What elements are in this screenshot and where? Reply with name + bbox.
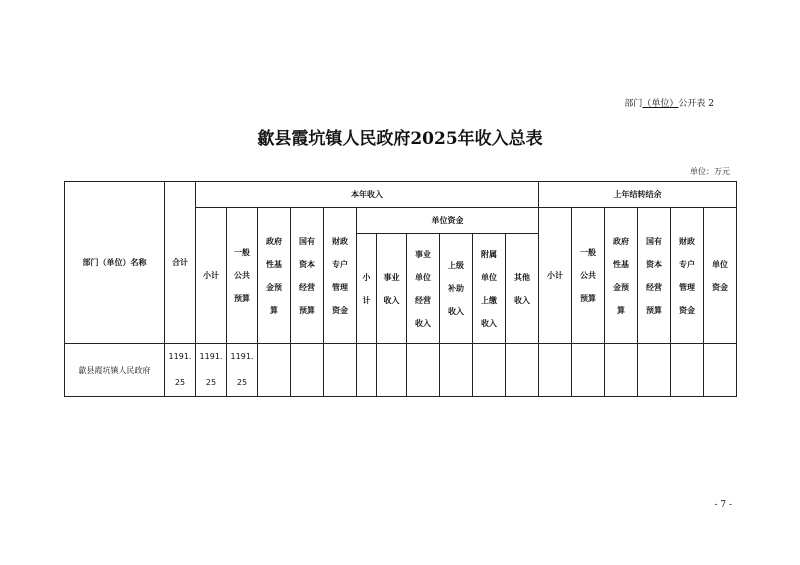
header-current-year: 本年收入 xyxy=(196,182,539,208)
header-uf-affiliated: 附属 单位 上缴 收入 xyxy=(473,234,506,344)
header-carry-subtotal: 小计 xyxy=(539,208,572,344)
document-title: 歙县霞坑镇人民政府2025年收入总表 xyxy=(257,129,543,149)
empty-cell xyxy=(357,344,377,397)
header-carry-unit-funds: 单位 资金 xyxy=(704,208,737,344)
header-carryover: 上年结转结余 xyxy=(539,182,737,208)
row-name: 歙县霞坑镇人民政府 xyxy=(65,344,165,397)
row-total: 1191. 25 xyxy=(165,344,196,397)
header-cur-state-capital: 国有 资本 经营 预算 xyxy=(291,208,324,344)
header-cur-subtotal: 小计 xyxy=(196,208,227,344)
empty-cell xyxy=(440,344,473,397)
row-subtotal: 1191. 25 xyxy=(196,344,227,397)
table-row xyxy=(65,344,737,397)
unit-label: 单位：万元 xyxy=(690,167,730,176)
header-uf-subtotal: 小 计 xyxy=(357,234,377,344)
row-general: 1191. 25 xyxy=(227,344,258,397)
header-cur-general: 一般 公共 预算 xyxy=(227,208,258,344)
empty-cell xyxy=(671,344,704,397)
header-cur-fiscal-special: 财政 专户 管理 资金 xyxy=(324,208,357,344)
empty-cell xyxy=(377,344,407,397)
corner-unit: （单位） xyxy=(642,99,679,109)
header-name: 部门（单位）名称 xyxy=(65,182,165,344)
empty-cell xyxy=(506,344,539,397)
header-cur-govfund: 政府 性基 金预 算 xyxy=(258,208,291,344)
header-total: 合计 xyxy=(165,182,196,344)
header-carry-general: 一般 公共 预算 xyxy=(572,208,605,344)
header-uf-other: 其他 收入 xyxy=(506,234,539,344)
header-carry-fiscal-special: 财政 专户 管理 资金 xyxy=(671,208,704,344)
empty-cell xyxy=(473,344,506,397)
empty-cell xyxy=(638,344,671,397)
header-uf-subsidy: 上级 补助 收入 xyxy=(440,234,473,344)
empty-cell xyxy=(258,344,291,397)
empty-cell xyxy=(324,344,357,397)
empty-cell xyxy=(572,344,605,397)
corner-suffix: 公开表 2 xyxy=(678,99,714,109)
empty-cell xyxy=(704,344,737,397)
header-unit-funds: 单位资金 xyxy=(357,208,539,234)
empty-cell xyxy=(539,344,572,397)
revenue-table xyxy=(64,181,737,397)
empty-cell xyxy=(291,344,324,397)
corner-prefix: 部门 xyxy=(624,99,643,109)
header-uf-business: 事业 收入 xyxy=(377,234,407,344)
header-carry-state-capital: 国有 资本 经营 预算 xyxy=(638,208,671,344)
empty-cell xyxy=(605,344,638,397)
page-number: - 7 - xyxy=(714,500,732,510)
table-number-label xyxy=(624,96,714,109)
header-uf-operating: 事业 单位 经营 收入 xyxy=(407,234,440,344)
empty-cell xyxy=(407,344,440,397)
header-carry-govfund: 政府 性基 金预 算 xyxy=(605,208,638,344)
